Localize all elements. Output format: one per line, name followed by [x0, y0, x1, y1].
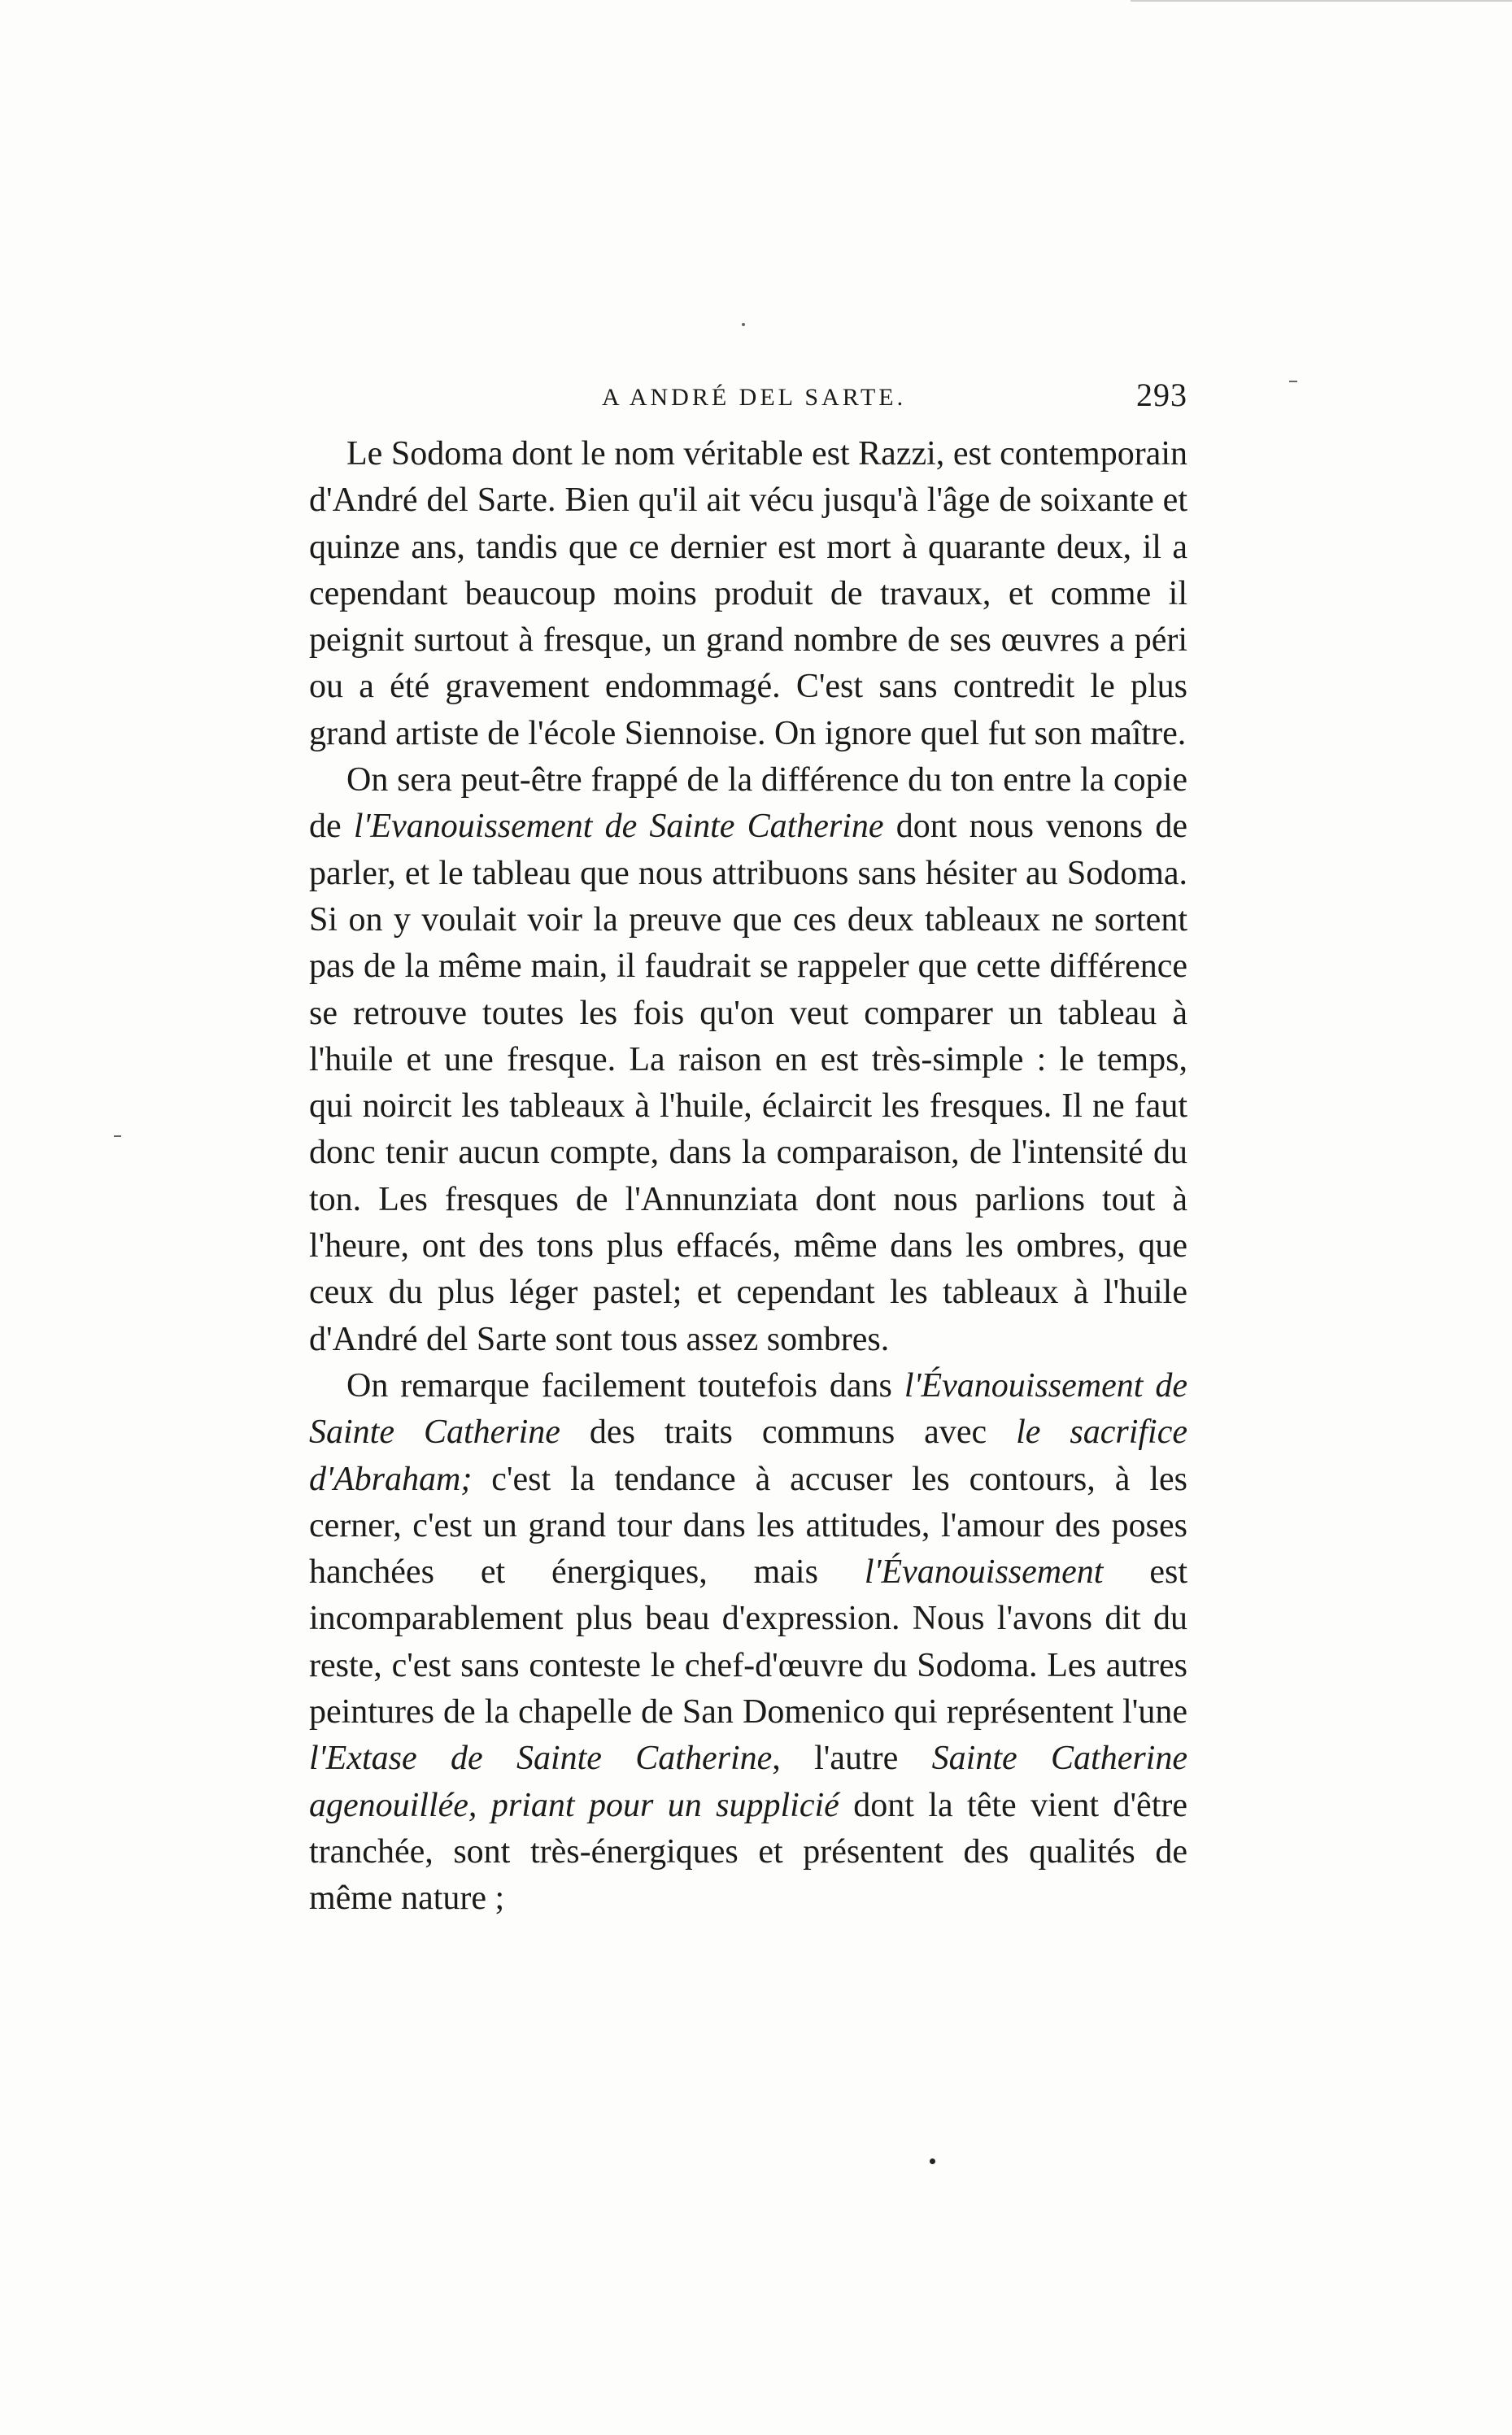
artwork-title: l'Évanouissement de Sainte Catherine	[309, 1366, 1188, 1452]
artwork-title: l'Évanouissement	[864, 1553, 1104, 1592]
scan-edge-line	[1131, 0, 1512, 2]
paragraph-3-text-e: , l'autre	[772, 1740, 932, 1778]
paragraph-1	[309, 431, 1187, 757]
paragraph-3-text-f: dont la tête vient d'être tranchée, sont très-énergiques et présentent des qualités de même nature ;	[309, 1786, 1188, 1918]
ink-dot	[930, 2158, 935, 2164]
paragraph-3-text-c: c'est la tendance à accuser les contours, à les cerner, c'est un grand tour dans les attitudes, l'amour des poses hanchées et énergiques, mais	[309, 1460, 1187, 1592]
paragraph-1-text: Le Sodoma dont le nom véritable est Razzi, est contemporain d'André del Sarte. Bien qu'il ait vécu jusqu'à l'âge de soixante et quinze ans, tandis que ce dernier est mort à quarante deux, il a cependant beaucoup moins produit de travaux, et comme il peignit surtout à fresque, un grand nombre de ses œuvres a péri ou a été gravement endommagé. C'est sans contredit le plus grand artiste de l'école Siennoise. On ignore quel fut son maître.	[309, 435, 1187, 752]
paragraph-2-text-b: dont nous venons de parler, et le tableau que nous attribuons sans hésiter au Sodoma. Si on y voulait voir la preuve que ces deux tableaux ne sortent pas de la même main, il faudrait se rappeler que cette différence se retrouve toutes les fois qu'on veut comparer un tableau à l'huile et une fresque. La raison en est très-simple : le temps, qui noircit les tableaux à l'huile, éclaircit les fresques. Il ne faut donc tenir aucun compte, dans la comparaison, de l'intensité du ton. Les fresques de l'Annunziata dont nous parlions tout à l'heure, ont des tons plus effacés, même dans les ombres, que ceux du plus léger pastel; et cependant les tableaux à l'huile d'André del Sarte sont tous assez sombres.	[309, 808, 1187, 1358]
paragraph-3-text-a: On remarque facilement toutefois dans	[346, 1366, 904, 1405]
body-text	[309, 431, 1187, 1923]
artwork-title: le sacrifice d'Abraham;	[309, 1414, 1188, 1498]
paragraph-3	[309, 1363, 1187, 1923]
paragraph-2	[309, 757, 1187, 1363]
artwork-title: l'Evanouissement de Sainte Catherine	[353, 808, 884, 846]
artwork-title: Sainte Catherine agenouillée, priant pour un supplicié	[309, 1740, 1187, 1824]
running-title: A ANDRÉ DEL SARTE.	[602, 384, 907, 411]
margin-speck	[742, 323, 745, 326]
artwork-title: l'Extase de Sainte Catherine	[309, 1740, 773, 1778]
paragraph-3-text-b: des traits communs avec	[560, 1414, 1017, 1452]
paragraph-3-text-d: est incomparablement plus beau d'expression. Nous l'avons dit du reste, c'est sans conteste le chef-d'œuvre du Sodoma. Les autres peintures de la chapelle de San Domenico qui représentent l'une	[309, 1553, 1187, 1732]
page-number: 293	[1136, 377, 1187, 413]
margin-speck	[1289, 381, 1297, 382]
margin-speck	[114, 1135, 121, 1137]
paragraph-2-text-a: On sera peut-être frappé de la différence du ton entre la copie de	[309, 761, 1187, 846]
running-head	[602, 376, 1187, 425]
